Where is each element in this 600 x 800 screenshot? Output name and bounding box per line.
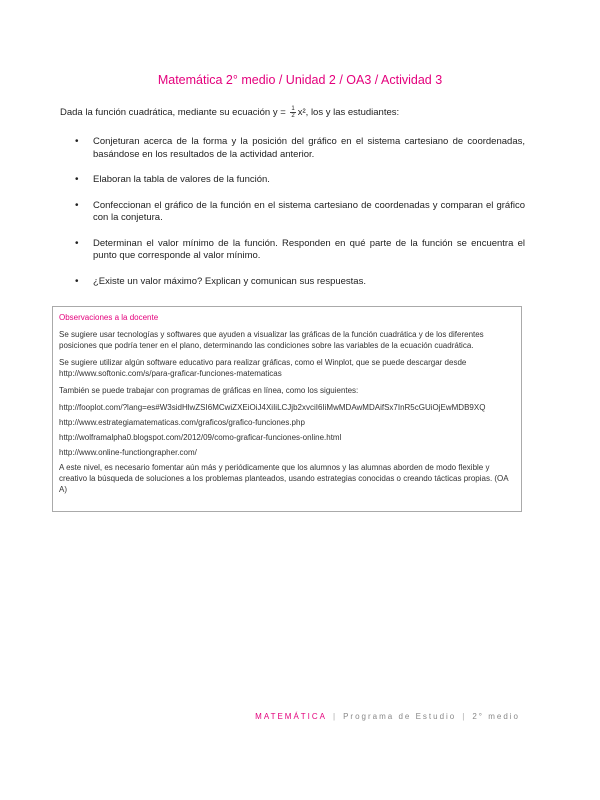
list-item: • ¿Existe un valor máximo? Explican y comunican sus respuestas. xyxy=(75,275,366,287)
footer-subject: MATEMÁTICA xyxy=(255,712,328,721)
fraction-numerator: 1 xyxy=(291,106,295,112)
note-paragraph: También se puede trabajar con programas de gráficas en línea, como los siguientes: xyxy=(59,386,359,395)
fraction xyxy=(290,106,295,119)
page-footer xyxy=(255,712,520,721)
teacher-notes-heading: Observaciones a la docente xyxy=(59,313,159,322)
page-title: Matemática 2° medio / Unidad 2 / OA3 / Actividad 3 xyxy=(157,73,443,87)
footer-separator: | xyxy=(462,712,467,721)
note-paragraph: Se sugiere utilizar algún software educativo para realizar gráficas, como el Winplot, que se puede descargar desde http://www.softonic.com/s/para-graficar-funciones-matematicas xyxy=(59,358,467,378)
footer-level: 2° medio xyxy=(472,712,520,721)
list-item: • Conjeturan acerca de la forma y la posición del gráfico en el sistema cartesiano de coordenadas, basándose en los resultados de la actividad anterior. xyxy=(75,136,525,160)
link-estrategia[interactable]: http://www.estrategiamatematicas.com/graficos/grafico-funciones.php xyxy=(59,418,305,427)
intro-after: x², los y las estudiantes: xyxy=(297,107,400,119)
list-item: • Elaboran la tabla de valores de la función. xyxy=(75,174,270,185)
link-fooplot[interactable]: http://fooplot.com/?lang=es#W3sidHlwZSI6MCwiZXEiOiJ4XiIiLCJjb2xvciI6IiMwMDAwMDAifSx7InR5cGUiOjEwMDB9XQ xyxy=(59,403,486,412)
intro-before: Dada la función cuadrática, mediante su ecuación y = xyxy=(60,107,289,119)
note-paragraph: Se sugiere usar tecnologías y softwares que ayuden a visualizar las gráficas de la función cuadrática y de los diferentes posiciones que podría tener en el plano, determinando las condiciones sobre las variables de la ecuación cuadrática. xyxy=(59,330,484,350)
link-online-grapher[interactable]: http://www.online-functiongrapher.com/ xyxy=(59,448,197,457)
note-paragraph: A este nivel, es necesario fomentar aún más y periódicamente que los alumnos y las alumnas aborden de modo flexible y creativo la búsqueda de soluciones a los problemas planteados, usando estrategias conocidas o creando tácticas propias. (OA A) xyxy=(59,463,509,494)
list-item: • Confeccionan el gráfico de la función en el sistema cartesiano de coordenadas y comparan el gráfico con la conjetura. xyxy=(75,199,525,223)
bullet-icon: • xyxy=(75,174,79,185)
bullet-icon: • xyxy=(75,199,79,211)
fraction-denominator: 2 xyxy=(291,113,295,119)
footer-separator: | xyxy=(333,712,338,721)
activity-list xyxy=(75,136,525,301)
bullet-icon: • xyxy=(75,237,79,249)
list-item: • Determinan el valor mínimo de la función. Responden en qué parte de la función se encuentra el punto que corresponde al valor mínimo. xyxy=(75,237,525,261)
footer-program: Programa de Estudio xyxy=(343,712,457,721)
teacher-notes-box xyxy=(52,306,522,512)
bullet-icon: • xyxy=(75,275,79,287)
link-wolfram[interactable]: http://wolframalpha0.blogspot.com/2012/09/como-graficar-funciones-online.html xyxy=(59,433,342,442)
bullet-icon: • xyxy=(75,136,79,147)
intro-text xyxy=(60,106,530,120)
